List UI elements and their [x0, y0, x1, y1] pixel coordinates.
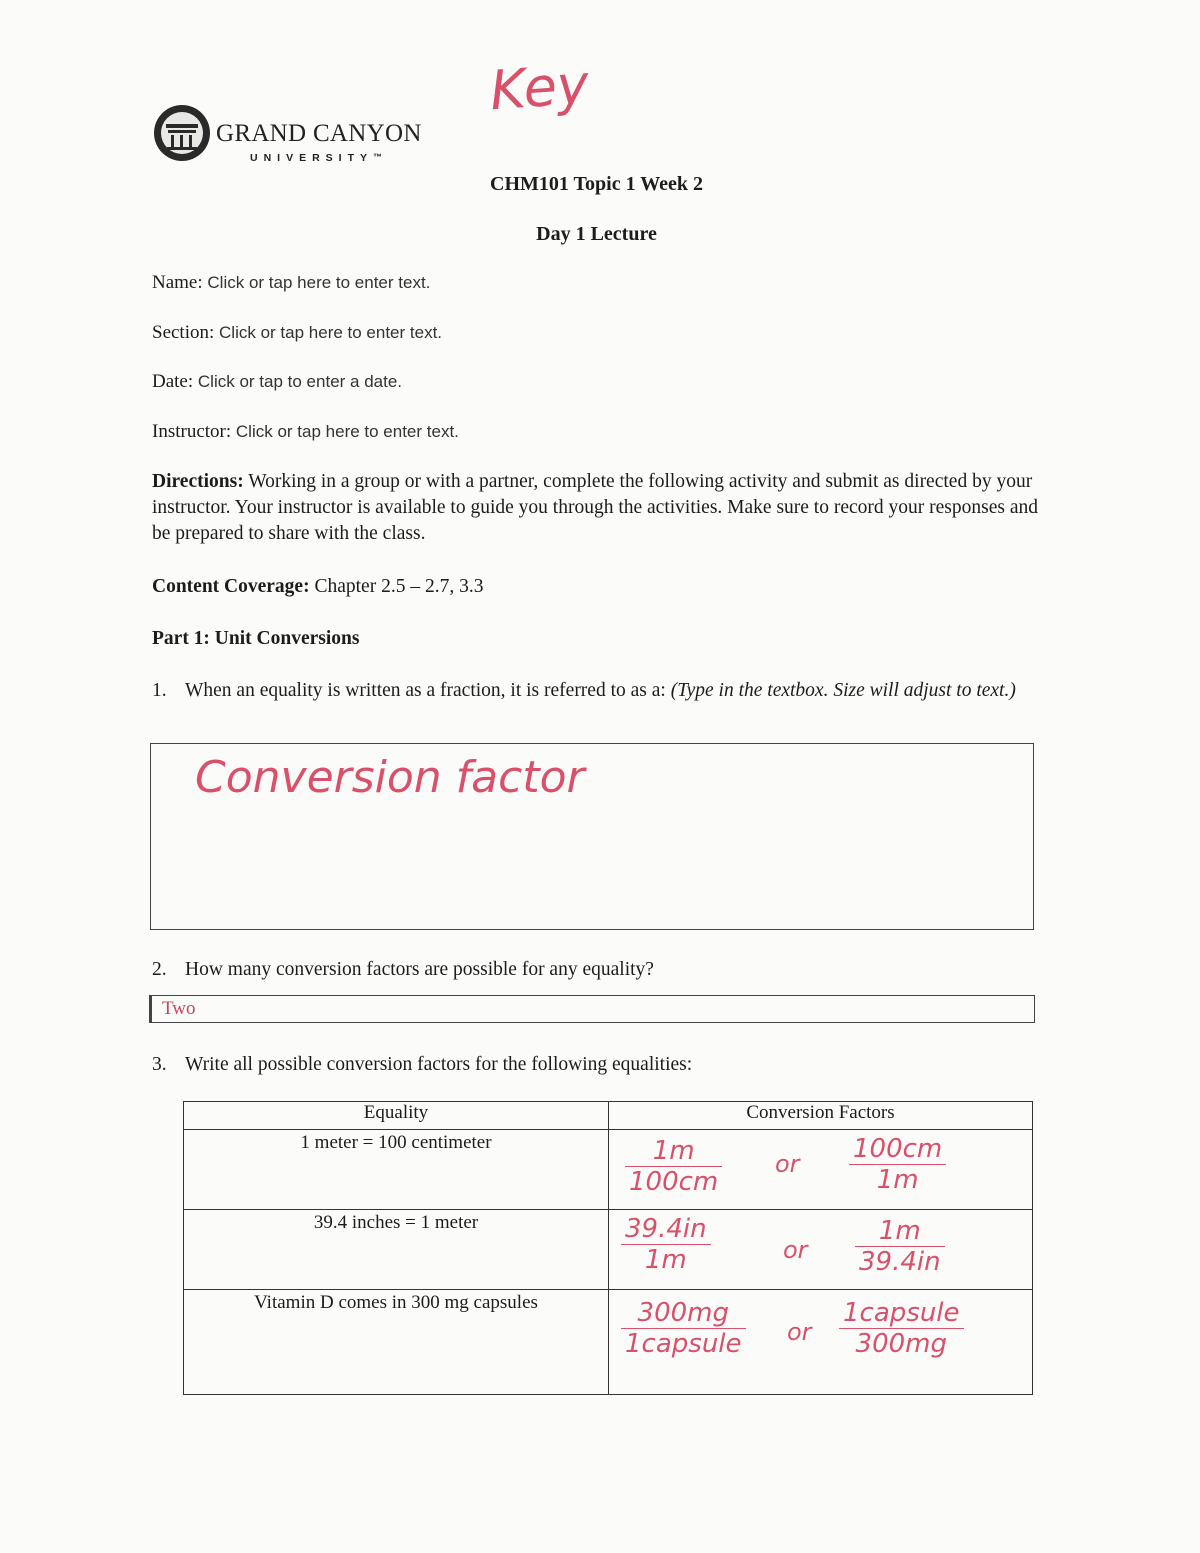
coverage-line [152, 574, 1042, 600]
section-field [152, 322, 442, 344]
instructor-label: Instructor: [152, 421, 232, 442]
section-input[interactable]: Click or tap here to enter text. [219, 323, 443, 342]
university-seal-icon [152, 102, 212, 164]
section-label: Section: [152, 322, 215, 343]
table-row [184, 1130, 1033, 1210]
document-title: CHM101 Topic 1 Week 2 [490, 173, 703, 195]
coverage-label: Content Coverage: [152, 576, 310, 597]
conversion-factor-2: $\frac{1m}{39.4in}$ [855, 1216, 945, 1277]
date-input[interactable]: Click or tap to enter a date. [197, 372, 403, 391]
question-1-hint: (Type in the textbox. Size will adjust to text.) [670, 680, 1016, 701]
conversion-factor-1: $\frac{1m}{100cm}$ [625, 1136, 722, 1197]
conversion-factor-2: $\frac{100cm}{1m}$ [849, 1134, 946, 1195]
conversion-factors-cell[interactable] [609, 1290, 1033, 1395]
logo-subtitle: UNIVERSITY™ [250, 152, 383, 164]
question-3-number: 3. [152, 1054, 167, 1075]
conversion-factor-1: $\frac{39.4in}{1m}$ [621, 1214, 711, 1275]
conversion-factors-header: Conversion Factors [609, 1102, 1033, 1130]
name-label: Name: [152, 272, 203, 293]
question-2-text: How many conversion factors are possible for any equality? [185, 959, 654, 980]
directions-text: Working in a group or with a partner, complete the following activity and submit as directed by your instructor. Your instructor is available to guide you through the activities. Make sure to record your responses and be prepared to share with the class. [152, 471, 1038, 544]
directions-paragraph [152, 469, 1042, 547]
equality-cell: 39.4 inches = 1 meter [184, 1210, 609, 1290]
answer-key-mark: Key [487, 52, 591, 123]
or-label: or [783, 1236, 808, 1264]
answer-2-text: Two [162, 998, 196, 1019]
question-2-number: 2. [152, 959, 167, 980]
part-title: Part 1: Unit Conversions [152, 628, 360, 649]
table-row [184, 1210, 1033, 1290]
university-logo [152, 102, 432, 170]
logo-name: GRAND CANYON [216, 120, 422, 147]
conversion-factor-1: 300mg 1capsule [621, 1298, 746, 1359]
equality-header: Equality [184, 1102, 609, 1130]
date-field [152, 371, 402, 393]
conversion-factors-cell[interactable] [609, 1210, 1033, 1290]
conversion-table [183, 1101, 1033, 1395]
directions-label: Directions: [152, 471, 244, 492]
table-row [184, 1290, 1033, 1395]
conversion-factor-2: 1capsule 300mg [839, 1298, 964, 1359]
name-input[interactable]: Click or tap here to enter text. [207, 273, 431, 292]
question-3-text: Write all possible conversion factors for the following equalities: [185, 1054, 693, 1075]
question-2 [152, 956, 1032, 984]
question-3 [152, 1051, 1032, 1079]
or-label: or [787, 1318, 812, 1346]
equality-cell: Vitamin D comes in 300 mg capsules [184, 1290, 609, 1395]
question-1-text: When an equality is written as a fraction, it is referred to as a: (Type in the textbox. Size will adjust to text.) [185, 680, 1016, 701]
question-1-number: 1. [152, 680, 167, 701]
or-label: or [775, 1150, 800, 1178]
date-label: Date: [152, 371, 194, 392]
answer-1-textbox[interactable] [150, 743, 1034, 930]
answer-2-textbox[interactable] [149, 995, 1035, 1023]
name-field [152, 272, 430, 294]
coverage-text: Chapter 2.5 – 2.7, 3.3 [314, 576, 484, 597]
instructor-field [152, 421, 459, 443]
answer-1-text: Conversion factor [195, 752, 585, 803]
conversion-factors-cell[interactable] [609, 1130, 1033, 1210]
instructor-input[interactable]: Click or tap here to enter text. [235, 422, 459, 441]
table-header-row [184, 1102, 1033, 1130]
equality-cell: 1 meter = 100 centimeter [184, 1130, 609, 1210]
document-subtitle: Day 1 Lecture [536, 223, 657, 245]
question-1 [152, 677, 1032, 733]
